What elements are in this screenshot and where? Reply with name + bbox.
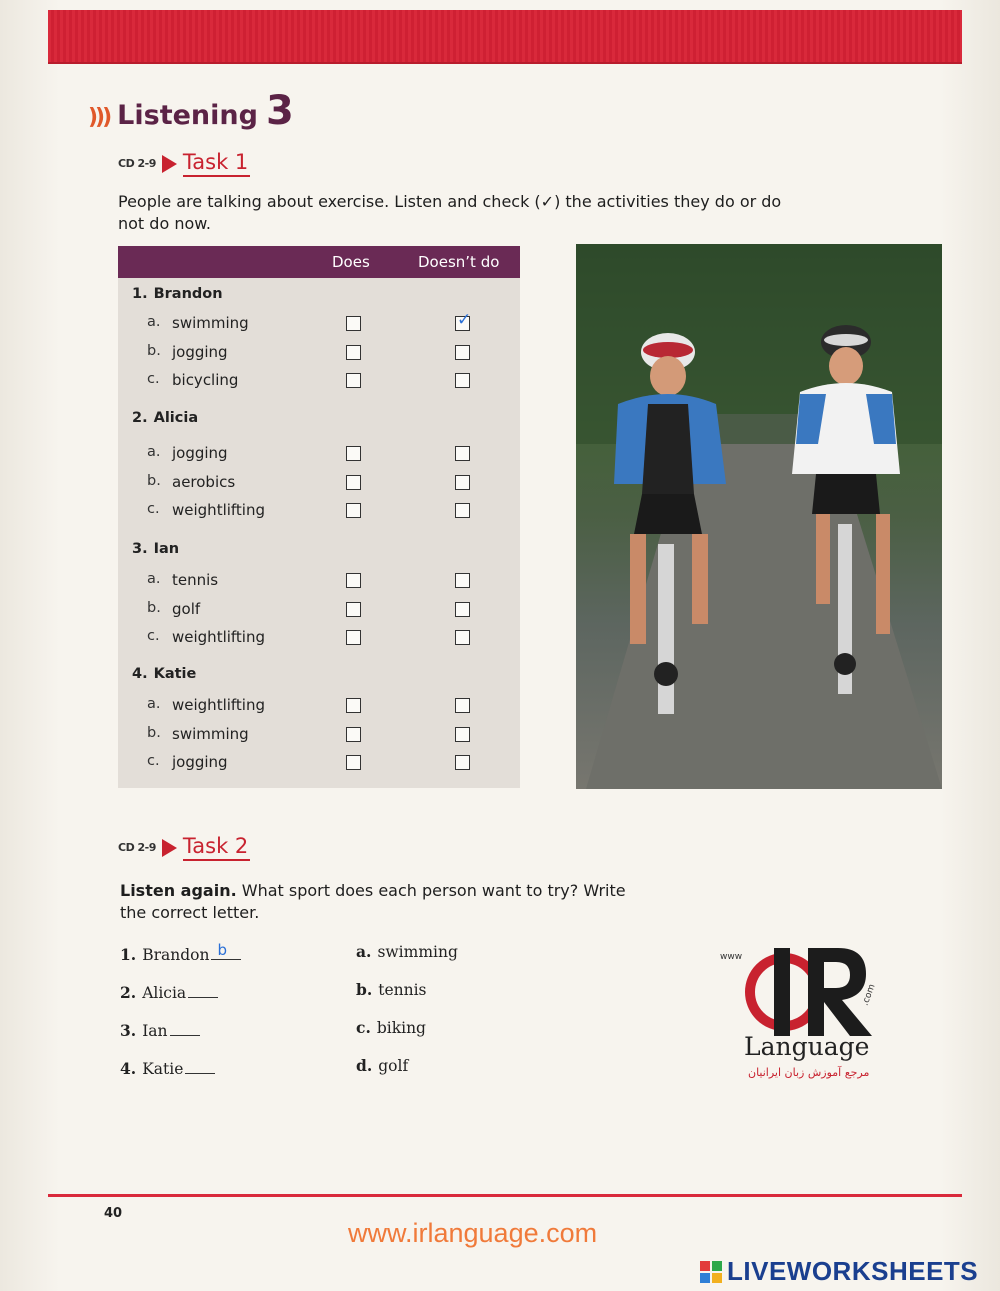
- activity-row: [118, 497, 520, 523]
- doesnt-checkbox[interactable]: [455, 373, 470, 388]
- activity-table: [118, 246, 520, 788]
- table-header: [118, 246, 520, 278]
- task1-title: Task 1: [183, 150, 250, 177]
- person-number: 3.: [132, 541, 148, 557]
- activity-row: [118, 310, 520, 336]
- doesnt-checkbox[interactable]: [455, 573, 470, 588]
- play-arrow-icon: [162, 839, 177, 857]
- task1-heading: [118, 150, 250, 177]
- section-title-number: 3: [265, 88, 294, 134]
- doesnt-checkbox[interactable]: [455, 310, 472, 331]
- activity-label: bicycling: [172, 371, 239, 389]
- does-checkbox[interactable]: [346, 602, 361, 617]
- person-name: Ian: [153, 541, 180, 557]
- does-checkbox[interactable]: [346, 475, 361, 490]
- activity-row: [118, 596, 520, 622]
- checkmark-icon: ✓: [457, 310, 472, 330]
- person-number: 2.: [132, 410, 148, 426]
- task2-answer-value: b: [217, 941, 227, 959]
- section-title-word: Listening: [117, 100, 258, 131]
- task2-title: Task 2: [183, 834, 250, 861]
- activity-label: swimming: [172, 314, 249, 332]
- activity-label: tennis: [172, 571, 219, 589]
- activity-label: swimming: [172, 724, 249, 743]
- task2-option-label: biking: [376, 1019, 426, 1037]
- does-checkbox[interactable]: [346, 345, 361, 360]
- doesnt-checkbox[interactable]: [455, 446, 470, 461]
- activity-label: jogging: [172, 342, 228, 361]
- activity-label: jogging: [172, 753, 228, 771]
- task2-person-name: Brandon: [142, 946, 210, 964]
- activity-letter: a.: [147, 314, 161, 330]
- task2-person-number: 3.: [120, 1021, 137, 1040]
- task2-answer-blank[interactable]: [211, 941, 241, 960]
- person-number: 4.: [132, 666, 148, 682]
- logo-letter-i: [774, 948, 790, 1036]
- top-color-band: [48, 10, 962, 64]
- cyclists-photo: [576, 244, 942, 789]
- does-checkbox[interactable]: [346, 573, 361, 588]
- task2-option: [356, 942, 458, 961]
- activity-letter: a.: [147, 444, 161, 460]
- liveworksheets-logo[interactable]: [700, 1256, 978, 1287]
- person-name: Alicia: [153, 410, 199, 426]
- play-arrow-icon: [162, 155, 177, 173]
- activity-label: weightlifting: [172, 628, 266, 646]
- activity-row: [118, 567, 520, 593]
- task2-person-number: 2.: [120, 983, 137, 1002]
- task1-cd-label: CD 2-9: [118, 157, 156, 170]
- activity-row: [118, 692, 520, 718]
- page-number: 40: [104, 1206, 123, 1221]
- does-checkbox[interactable]: [346, 630, 361, 645]
- task2-person: [120, 941, 241, 964]
- task2-answer-blank[interactable]: [188, 982, 218, 998]
- activity-label: weightlifting: [172, 696, 266, 714]
- logo-word: Language: [744, 1032, 870, 1061]
- task2-instruction-rest: What sport does each person want to try? Write the correct letter.: [120, 881, 626, 922]
- logo-domain-text: .com: [860, 982, 878, 1008]
- task2-option: [356, 1056, 408, 1075]
- activity-row: [118, 469, 520, 495]
- task2-option-label: tennis: [378, 981, 427, 999]
- task2-instruction: [120, 880, 640, 924]
- cyclists-illustration: [576, 244, 942, 789]
- task1-instruction: People are talking about exercise. Listen and check (✓) the activities they do or do not do now.: [118, 192, 782, 233]
- activity-letter: c.: [147, 753, 160, 769]
- activity-label: golf: [172, 599, 201, 618]
- task2-person: [120, 1058, 215, 1078]
- task2-option: [356, 1018, 426, 1037]
- liveworksheets-text: LIVEWORKSHEETS: [727, 1256, 979, 1286]
- activity-row: [118, 624, 520, 650]
- liveworksheets-grid-icon: [700, 1261, 722, 1283]
- task2-person: [120, 1020, 200, 1040]
- activity-letter: c.: [147, 501, 160, 517]
- activity-row: [118, 367, 520, 393]
- person-name: Brandon: [153, 286, 223, 302]
- activity-letter: b.: [147, 472, 161, 489]
- task2-person-name: Alicia: [142, 984, 187, 1002]
- activity-row: [118, 749, 520, 775]
- logo-www-text: www: [720, 952, 743, 962]
- task2-cd-label: CD 2-9: [118, 841, 156, 854]
- person-heading: [132, 666, 196, 682]
- task2-person-number: 4.: [120, 1059, 137, 1078]
- activity-letter: a.: [147, 571, 161, 587]
- task2-option-letter: b.: [356, 980, 373, 999]
- site-url[interactable]: www.irlanguage.com: [348, 1218, 598, 1248]
- activity-letter: c.: [147, 628, 160, 644]
- does-checkbox[interactable]: [346, 446, 361, 461]
- task2-option-letter: a.: [356, 942, 372, 961]
- task2-heading: [118, 834, 250, 861]
- person-heading: [132, 541, 179, 557]
- task2-option-letter: d.: [356, 1056, 373, 1075]
- activity-letter: b.: [147, 342, 161, 359]
- sound-waves-icon: ))): [88, 105, 110, 130]
- task2-option-letter: c.: [356, 1018, 371, 1037]
- task2-person-name: Katie: [142, 1060, 184, 1078]
- col-head-does: Does: [332, 253, 370, 271]
- person-heading: [132, 286, 223, 302]
- footer-rule: [48, 1194, 962, 1197]
- task2-option-label: swimming: [377, 943, 458, 961]
- doesnt-checkbox[interactable]: [455, 475, 470, 490]
- does-checkbox[interactable]: [346, 755, 361, 770]
- activity-letter: b.: [147, 599, 161, 616]
- person-name: Katie: [153, 666, 197, 682]
- task2-option-label: golf: [378, 1057, 409, 1075]
- activity-label: weightlifting: [172, 501, 266, 519]
- does-checkbox[interactable]: [346, 503, 361, 518]
- activity-letter: c.: [147, 371, 160, 387]
- task2-person-name: Ian: [142, 1022, 168, 1040]
- person-heading: [132, 410, 198, 426]
- doesnt-checkbox[interactable]: [455, 602, 470, 617]
- doesnt-checkbox[interactable]: [455, 630, 470, 645]
- task2-option: [356, 980, 427, 999]
- person-number: 1.: [132, 286, 148, 302]
- task2-instruction-bold: Listen again.: [120, 881, 237, 900]
- activity-label: aerobics: [172, 472, 236, 491]
- does-checkbox[interactable]: [346, 698, 361, 713]
- doesnt-checkbox[interactable]: [455, 698, 470, 713]
- activity-letter: b.: [147, 724, 161, 741]
- col-head-doesnt: Doesn’t do: [418, 253, 500, 271]
- does-checkbox[interactable]: [346, 316, 361, 331]
- doesnt-checkbox[interactable]: [455, 755, 470, 770]
- activity-row: [118, 721, 520, 747]
- doesnt-checkbox[interactable]: [455, 727, 470, 742]
- task2-answer-blank[interactable]: [185, 1058, 215, 1074]
- doesnt-checkbox[interactable]: [455, 345, 470, 360]
- task2-person: [120, 982, 218, 1002]
- activity-letter: a.: [147, 696, 161, 712]
- activity-row: [118, 440, 520, 466]
- logo-letter-r: [808, 948, 872, 1036]
- activity-row: [118, 339, 520, 365]
- doesnt-checkbox[interactable]: [455, 503, 470, 518]
- task2-answer-blank[interactable]: [170, 1020, 200, 1036]
- does-checkbox[interactable]: [346, 373, 361, 388]
- activity-label: jogging: [172, 444, 228, 462]
- task2-person-number: 1.: [120, 945, 137, 964]
- does-checkbox[interactable]: [346, 727, 361, 742]
- section-title: [88, 88, 294, 134]
- logo-tagline: مرجع آموزش زبان ایرانیان: [748, 1066, 870, 1079]
